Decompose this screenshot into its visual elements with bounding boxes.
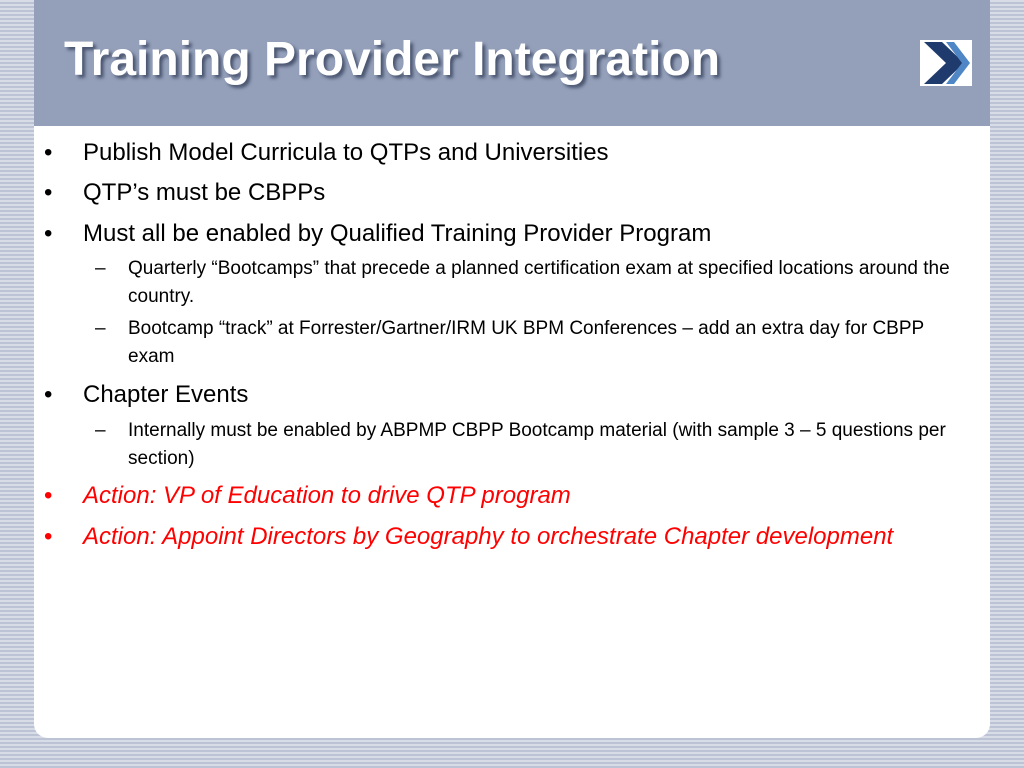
dash-marker: –: [95, 318, 106, 339]
bullet-marker: •: [44, 482, 53, 509]
slide-title: Training Provider Integration: [64, 33, 721, 86]
sub-bullet-text: Bootcamp “track” at Forrester/Gartner/IRM UK BPM Conferences – add an extra day for CBPP exam: [128, 318, 924, 367]
action-text: Action: VP of Education to drive QTP program: [83, 482, 571, 509]
bullet-marker: •: [44, 523, 53, 550]
sub-bullet-text: Quarterly “Bootcamps” that precede a planned certification exam at specified locations around the country.: [128, 258, 950, 307]
bullet-marker: •: [44, 139, 53, 166]
bullet-marker: •: [44, 179, 53, 206]
chevron-right-icon: [920, 40, 972, 86]
bullet-text: Must all be enabled by Qualified Training Provider Program: [83, 220, 712, 247]
bullet-marker: •: [44, 220, 53, 247]
bullet-text: QTP’s must be CBPPs: [83, 179, 326, 206]
bullet-text: Chapter Events: [83, 381, 249, 408]
bullet-text: Publish Model Curricula to QTPs and Universities: [83, 139, 609, 166]
sub-bullet-text: Internally must be enabled by ABPMP CBPP Bootcamp material (with sample 3 – 5 questions per section): [128, 420, 946, 469]
bullet-marker: •: [44, 381, 53, 408]
dash-marker: –: [95, 258, 106, 279]
content-panel: [34, 126, 990, 738]
dash-marker: –: [95, 420, 106, 441]
action-text: Action: Appoint Directors by Geography to orchestrate Chapter development: [83, 523, 894, 550]
